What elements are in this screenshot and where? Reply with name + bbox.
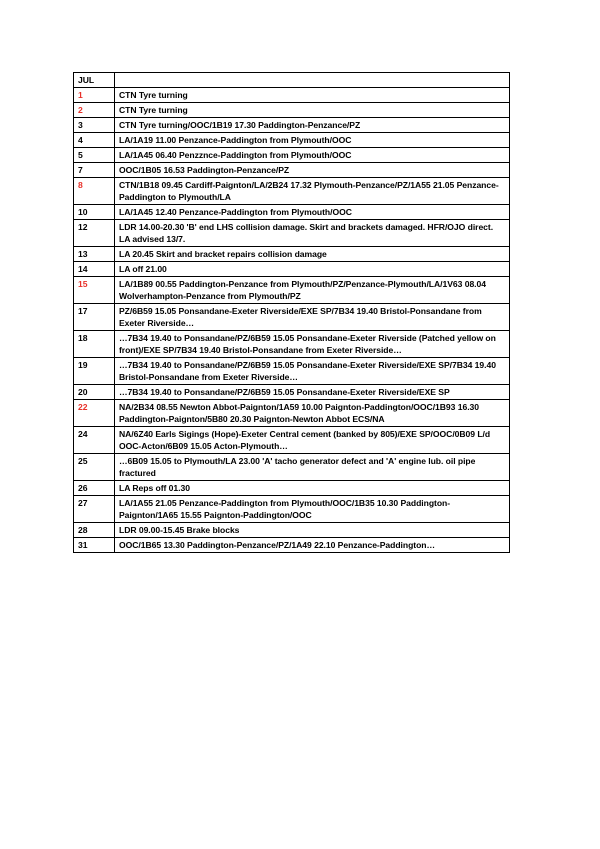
entry-text-cell: …7B34 19.40 to Ponsandane/PZ/6B59 15.05 Ponsandane-Exeter Riverside/EXE SP <box>115 385 510 400</box>
table-row <box>74 385 510 400</box>
table-row <box>74 133 510 148</box>
day-cell: 25 <box>74 454 115 481</box>
entry-text-cell: LA/1A55 21.05 Penzance-Paddington from Plymouth/OOC/1B35 10.30 Paddington-Paignton/1A65 15.55 Paignton-Paddington/OOC <box>115 496 510 523</box>
day-cell: 12 <box>74 220 115 247</box>
entry-text-cell: LDR 09.00-15.45 Brake blocks <box>115 523 510 538</box>
entry-text-cell: CTN/1B18 09.45 Cardiff-Paignton/LA/2B24 17.32 Plymouth-Penzance/PZ/1A55 21.05 Penzance-Paddington to Plymouth/LA <box>115 178 510 205</box>
table-row <box>74 103 510 118</box>
entry-text-cell: OOC/1B05 16.53 Paddington-Penzance/PZ <box>115 163 510 178</box>
day-cell: 13 <box>74 247 115 262</box>
table-row <box>74 247 510 262</box>
table-row <box>74 523 510 538</box>
day-cell: 27 <box>74 496 115 523</box>
entry-text-cell: NA/6Z40 Earls Sigings (Hope)-Exeter Central cement (banked by 805)/EXE SP/OOC/0B09 L/d OOC-Acton/6B09 15.05 Acton-Plymouth… <box>115 427 510 454</box>
table-header-row <box>74 73 510 88</box>
day-cell: 15 <box>74 277 115 304</box>
entry-text-cell: CTN Tyre turning/OOC/1B19 17.30 Paddington-Penzance/PZ <box>115 118 510 133</box>
entry-text-cell: LA/1A45 12.40 Penzance-Paddington from Plymouth/OOC <box>115 205 510 220</box>
day-cell: 1 <box>74 88 115 103</box>
table-row <box>74 358 510 385</box>
day-cell: 8 <box>74 178 115 205</box>
entry-text-cell: NA/2B34 08.55 Newton Abbot-Paignton/1A59 10.00 Paignton-Paddington/OOC/1B93 16.30 Paddington-Paignton/5B80 20.30 Paignton-Newton Abbot ECS/NA <box>115 400 510 427</box>
day-cell: 18 <box>74 331 115 358</box>
entry-text-cell: PZ/6B59 15.05 Ponsandane-Exeter Riverside/EXE SP/7B34 19.40 Bristol-Ponsandane from Exeter Riverside… <box>115 304 510 331</box>
log-table-body <box>74 73 510 553</box>
entry-text-cell: LA/1B89 00.55 Paddington-Penzance from Plymouth/PZ/Penzance-Plymouth/LA/1V63 08.04 Wolverhampton-Penzance from Plymouth/PZ <box>115 277 510 304</box>
log-table <box>73 72 510 553</box>
table-row <box>74 205 510 220</box>
table-row <box>74 331 510 358</box>
day-cell: 19 <box>74 358 115 385</box>
entry-text-cell: …7B34 19.40 to Ponsandane/PZ/6B59 15.05 Ponsandane-Exeter Riverside/EXE SP/7B34 19.40 Bristol-Ponsandane from Exeter Riverside… <box>115 358 510 385</box>
entry-text-cell: LA/1A45 06.40 Penzznce-Paddington from Plymouth/OOC <box>115 148 510 163</box>
table-row <box>74 118 510 133</box>
day-cell: 14 <box>74 262 115 277</box>
table-row <box>74 481 510 496</box>
table-row <box>74 262 510 277</box>
month-label: JUL <box>74 73 115 88</box>
day-cell: 7 <box>74 163 115 178</box>
day-cell: 24 <box>74 427 115 454</box>
header-text-cell <box>115 73 510 88</box>
entry-text-cell: LA 20.45 Skirt and bracket repairs collision damage <box>115 247 510 262</box>
entry-text-cell: …6B09 15.05 to Plymouth/LA 23.00 'A' tacho generator defect and 'A' engine lub. oil pipe fractured <box>115 454 510 481</box>
day-cell: 10 <box>74 205 115 220</box>
day-cell: 4 <box>74 133 115 148</box>
day-cell: 22 <box>74 400 115 427</box>
table-row <box>74 400 510 427</box>
day-cell: 26 <box>74 481 115 496</box>
table-row <box>74 88 510 103</box>
table-row <box>74 178 510 205</box>
entry-text-cell: …7B34 19.40 to Ponsandane/PZ/6B59 15.05 Ponsandane-Exeter Riverside (Patched yellow on front)/EXE SP/7B34 19.40 Bristol-Ponsandane from Exeter Riverside… <box>115 331 510 358</box>
table-row <box>74 304 510 331</box>
table-row <box>74 148 510 163</box>
entry-text-cell: CTN Tyre turning <box>115 88 510 103</box>
entry-text-cell: OOC/1B65 13.30 Paddington-Penzance/PZ/1A49 22.10 Penzance-Paddington… <box>115 538 510 553</box>
entry-text-cell: LDR 14.00-20.30 'B' end LHS collision damage. Skirt and brackets damaged. HFR/OJO direct. LA advised 13/7. <box>115 220 510 247</box>
day-cell: 5 <box>74 148 115 163</box>
day-cell: 31 <box>74 538 115 553</box>
day-cell: 3 <box>74 118 115 133</box>
entry-text-cell: LA off 21.00 <box>115 262 510 277</box>
entry-text-cell: LA Reps off 01.30 <box>115 481 510 496</box>
table-row <box>74 277 510 304</box>
entry-text-cell: LA/1A19 11.00 Penzance-Paddington from Plymouth/OOC <box>115 133 510 148</box>
day-cell: 2 <box>74 103 115 118</box>
day-cell: 28 <box>74 523 115 538</box>
table-row <box>74 496 510 523</box>
table-row <box>74 427 510 454</box>
table-row <box>74 220 510 247</box>
day-cell: 20 <box>74 385 115 400</box>
day-cell: 17 <box>74 304 115 331</box>
entry-text-cell: CTN Tyre turning <box>115 103 510 118</box>
table-row <box>74 454 510 481</box>
table-row <box>74 538 510 553</box>
table-row <box>74 163 510 178</box>
